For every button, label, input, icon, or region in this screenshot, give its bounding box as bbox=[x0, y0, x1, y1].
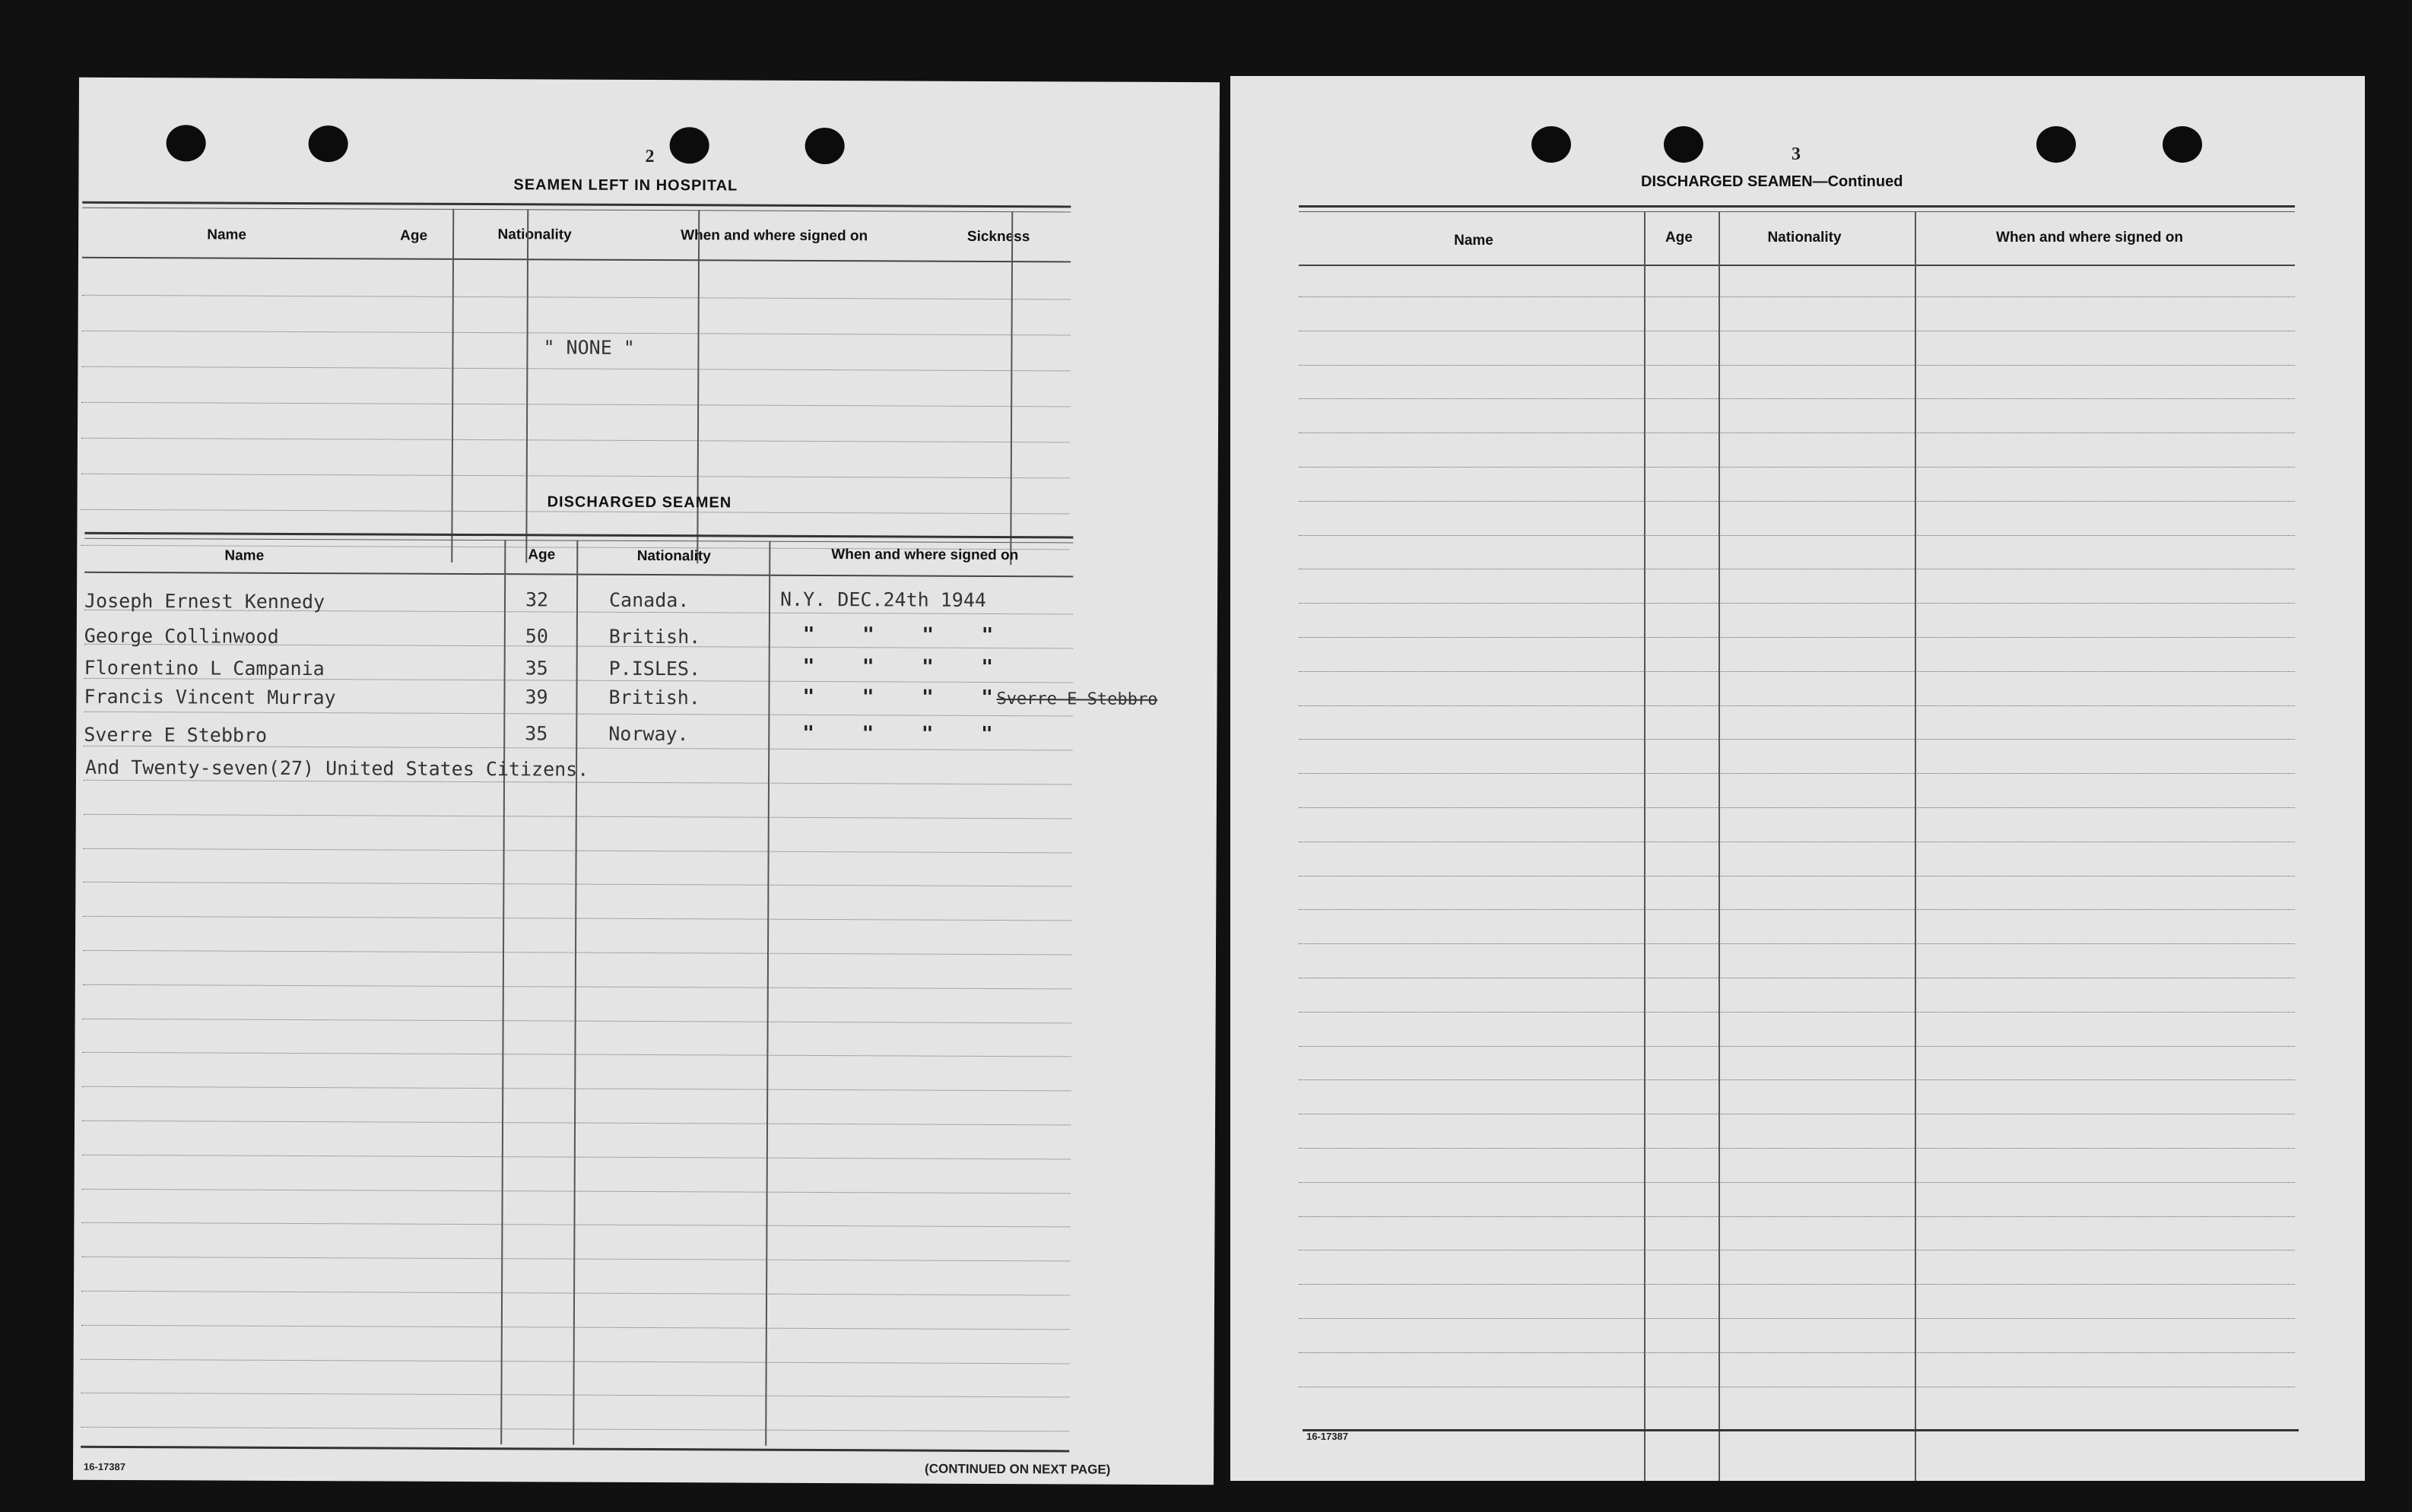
discharged-section-title: DISCHARGED SEAMEN bbox=[547, 493, 732, 512]
punch-hole bbox=[1664, 126, 1703, 163]
row-age: 32 bbox=[525, 588, 549, 611]
continued-note: (CONTINUED ON NEXT PAGE) bbox=[925, 1461, 1111, 1477]
row-name: Florentino L Campania bbox=[84, 656, 325, 680]
hospital-none-entry: " NONE " bbox=[543, 336, 635, 359]
ledger-row-line bbox=[1299, 807, 2295, 808]
row-name: Sverre E Stebbro bbox=[84, 723, 268, 746]
ledger-row-line bbox=[81, 1291, 1070, 1296]
ledger-row-line bbox=[81, 1222, 1070, 1228]
ledger-row-line bbox=[1299, 1284, 2295, 1285]
col-age: Age bbox=[528, 547, 556, 563]
ledger-row-line bbox=[1299, 467, 2295, 468]
ledger-row-line bbox=[1299, 671, 2295, 672]
ledger-row-line bbox=[82, 1052, 1071, 1057]
punch-hole bbox=[670, 127, 709, 163]
right-page bbox=[1230, 76, 2365, 1481]
ledger-row-line bbox=[83, 916, 1071, 921]
ledger-row-line bbox=[84, 848, 1072, 853]
col-nationality: Nationality bbox=[1767, 230, 1842, 246]
col-signed-on: When and where signed on bbox=[831, 547, 1019, 564]
ledger-row-line bbox=[1299, 535, 2295, 536]
row-name: Joseph Ernest Kennedy bbox=[84, 589, 325, 613]
col-name: Name bbox=[224, 547, 265, 564]
punch-hole bbox=[309, 125, 348, 162]
ledger-row-line bbox=[1299, 365, 2295, 366]
col-sickness: Sickness bbox=[966, 228, 1030, 246]
ledger-row-line bbox=[82, 1086, 1071, 1092]
row-age: 35 bbox=[525, 657, 548, 680]
row-age: 39 bbox=[525, 686, 548, 708]
form-number: 16-17387 bbox=[1306, 1431, 1348, 1442]
col-signed-on: When and where signed on bbox=[681, 227, 868, 245]
ledger-row-line bbox=[81, 1358, 1070, 1364]
ledger-row-line bbox=[1299, 1182, 2295, 1183]
row-signed-on: " " " " bbox=[802, 655, 994, 679]
ledger-row-line bbox=[1299, 603, 2295, 604]
discharged-rows bbox=[79, 78, 1220, 83]
ledger-row-line bbox=[1299, 637, 2295, 638]
row-name: George Collinwood bbox=[84, 624, 279, 648]
row-nationality: P.ISLES. bbox=[608, 657, 701, 680]
ledger-row-line bbox=[82, 1188, 1071, 1193]
punch-hole bbox=[805, 128, 845, 164]
ledger-row-line bbox=[1299, 1148, 2295, 1149]
ledger-row-line bbox=[84, 712, 1072, 717]
col-signed-on: When and where signed on bbox=[1996, 230, 2183, 246]
punch-hole bbox=[2036, 126, 2076, 163]
form-number: 16-17387 bbox=[84, 1460, 126, 1473]
ledger-row-line bbox=[1299, 705, 2295, 706]
section-title: DISCHARGED SEAMEN—Continued bbox=[1641, 173, 1903, 190]
ledger-row-line bbox=[81, 1325, 1070, 1330]
ledger-row-line bbox=[1299, 1012, 2295, 1013]
col-name: Name bbox=[207, 227, 247, 243]
ledger-row-line bbox=[1299, 398, 2295, 399]
row-signed-on: " " " " bbox=[802, 721, 993, 746]
ledger-row-line bbox=[83, 950, 1071, 956]
ledger-row-line bbox=[1299, 1216, 2295, 1217]
ledger-row-line bbox=[1299, 909, 2295, 910]
row-nationality: British. bbox=[608, 625, 701, 648]
row-signed-on: N.Y. DEC.24th 1944 bbox=[779, 588, 987, 611]
punch-hole bbox=[1531, 126, 1571, 163]
ledger-row-line bbox=[1299, 943, 2295, 944]
row-nationality: Norway. bbox=[608, 722, 689, 746]
row-nationality: British. bbox=[608, 686, 700, 709]
ledger-row-line bbox=[83, 882, 1071, 887]
row-signed-on: " " " " bbox=[802, 623, 994, 647]
col-name: Name bbox=[1454, 233, 1493, 249]
punch-hole bbox=[2163, 126, 2202, 163]
col-age: Age bbox=[1665, 230, 1693, 246]
ledger-row-line bbox=[1299, 1079, 2295, 1080]
left-page bbox=[73, 78, 1220, 1485]
col-nationality: Nationality bbox=[497, 227, 572, 243]
ledger-row-line bbox=[1299, 773, 2295, 774]
ledger-row-line bbox=[1299, 296, 2295, 297]
ledger-row-line bbox=[82, 1121, 1071, 1126]
ledger-row-line bbox=[83, 984, 1071, 990]
ledger-row-line bbox=[1299, 1352, 2295, 1353]
ledger-row-line bbox=[81, 1257, 1070, 1262]
ledger-row-line bbox=[82, 1155, 1071, 1160]
summary-line: And Twenty-seven(27) United States Citizens. bbox=[85, 756, 589, 781]
row-nationality: Canada. bbox=[608, 588, 690, 612]
ledger-row-line bbox=[1299, 501, 2295, 502]
col-age: Age bbox=[400, 227, 428, 244]
row-age: 50 bbox=[525, 625, 549, 648]
struck-note: Sverre E Stebbro bbox=[996, 689, 1158, 709]
ledger-row-line bbox=[83, 1018, 1071, 1023]
ledger-row-line bbox=[1299, 1318, 2295, 1319]
row-age: 35 bbox=[525, 722, 548, 745]
ledger-row-line bbox=[1299, 739, 2295, 740]
hospital-top-rule bbox=[82, 201, 1071, 208]
ledger-row-line bbox=[84, 746, 1072, 751]
row-signed-on: " " " " bbox=[802, 685, 994, 709]
ledger-row-line bbox=[81, 1393, 1069, 1398]
ledger-row-line bbox=[81, 1427, 1069, 1432]
page-number: 3 bbox=[1792, 144, 1801, 164]
ledger-row-line bbox=[84, 780, 1072, 785]
ledger-row-line bbox=[84, 814, 1072, 819]
col-nationality: Nationality bbox=[636, 547, 711, 565]
ledger-row-line bbox=[1299, 1046, 2295, 1047]
hospital-section-title: SEAMEN LEFT IN HOSPITAL bbox=[513, 176, 738, 195]
row-name: Francis Vincent Murray bbox=[84, 685, 336, 709]
punch-hole bbox=[167, 125, 206, 161]
page-number: 2 bbox=[645, 146, 655, 167]
